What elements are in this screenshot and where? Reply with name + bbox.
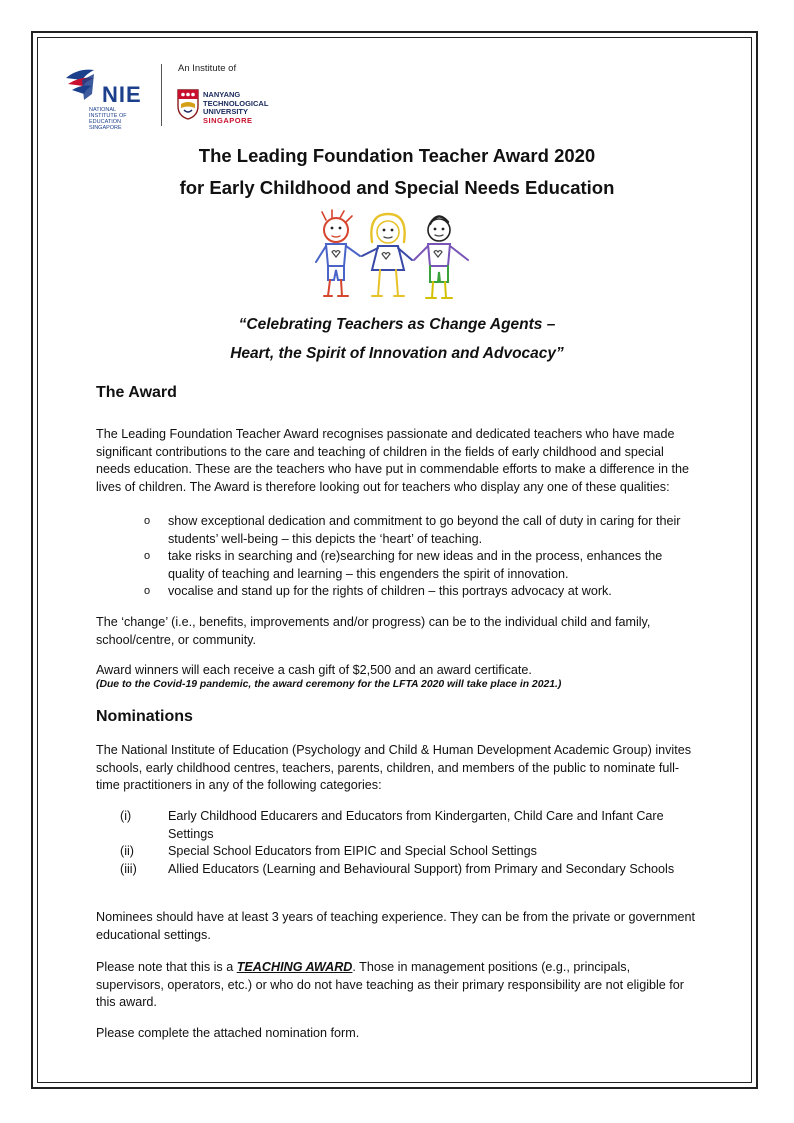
category-text: Allied Educators (Learning and Behavioural Support) from Primary and Secondary Schools <box>168 861 675 876</box>
category-number: (iii) <box>120 861 137 876</box>
nie-subtitle: NATIONAL INSTITUTE OF EDUCATION SINGAPORE <box>89 107 127 131</box>
category-text: Special School Educators from EIPIC and Special School Settings <box>168 844 537 859</box>
bullet-marker: o <box>144 515 151 527</box>
covid-note: (Due to the Covid-19 pandemic, the award ceremony for the LFTA 2020 will take place in 2021.) <box>96 679 562 690</box>
tagline-line-2: Heart, the Spirit of Innovation and Advocacy” <box>230 345 564 362</box>
change-paragraph: The ‘change’ (i.e., benefits, improvements and/or progress) can be to the individual child and family, school/centre, or community. <box>96 615 651 647</box>
teaching-award-emphasis: TEACHING AWARD <box>236 960 353 974</box>
categories-list <box>96 808 700 878</box>
teaching-award-paragraph: Please note that this is a TEACHING AWARD. Those in management positions (e.g., principals, supervisors, operators, etc.) or who do not have teaching as their primary responsibility are not eligible for this award. <box>96 960 684 1010</box>
list-item <box>96 861 700 879</box>
page-title-line-2: for Early Childhood and Special Needs Education <box>179 177 615 198</box>
tagline-line-1: “Celebrating Teachers as Change Agents – <box>238 316 556 333</box>
list-item <box>96 513 700 548</box>
category-number: (i) <box>120 809 132 823</box>
nominations-intro-paragraph: The National Institute of Education (Psychology and Child & Human Development Academic Group) invites schools, early childhood centres, teachers, parents, children, and members of the public to nominate full-time practitioners in any of the following categories: <box>96 743 692 793</box>
bullet-marker: o <box>144 585 151 598</box>
header-logos <box>64 62 294 132</box>
quality-text: show exceptional dedication and commitment to go beyond the call of duty in caring for their students’ well-being – this depicts the ‘heart’ of teaching. <box>168 514 681 546</box>
quality-text: vocalise and stand up for the rights of children – this portrays advocacy at work. <box>168 584 612 599</box>
list-item <box>96 583 700 601</box>
complete-form-paragraph: Please complete the attached nomination form. <box>96 1026 360 1040</box>
category-number: (ii) <box>120 844 134 859</box>
category-text: Early Childhood Educarers and Educators from Kindergarten, Child Care and Infant Care Settings <box>168 809 664 841</box>
list-item <box>96 548 700 583</box>
quality-text: take risks in searching and (re)searching for new ideas and in the process, enhances the quality of teaching and learning – this engenders the spirit of innovation. <box>168 549 663 581</box>
nie-logo-icon <box>64 64 104 104</box>
award-heading: The Award <box>96 384 177 401</box>
logo-divider <box>161 64 162 126</box>
qualities-list <box>96 513 700 601</box>
award-intro-paragraph: The Leading Foundation Teacher Award recognises passionate and dedicated teachers who have made significant contributions to the care and teaching of children in the fields of early childhood and special needs education. These are the teachers who have put in commendable efforts to make a difference in the lives of children. The Award is therefore looking out for teachers who display any one of these qualities: <box>96 427 689 494</box>
nie-wordmark: NIE <box>102 82 142 107</box>
bullet-marker: o <box>144 550 151 563</box>
children-drawing-illustration <box>308 208 488 306</box>
experience-paragraph: Nominees should have at least 3 years of teaching experience. They can be from the private or government educational settings. <box>96 910 696 942</box>
nominations-heading: Nominations <box>96 708 193 725</box>
list-item <box>96 843 700 861</box>
cash-gift-paragraph: Award winners will each receive a cash gift of $2,500 and an award certificate. <box>96 663 532 677</box>
institute-of-label: An Institute of <box>178 63 237 74</box>
ntu-crest-icon <box>177 88 199 120</box>
ntu-wordmark: NANYANG TECHNOLOGICAL UNIVERSITY SINGAPORE <box>203 90 269 125</box>
page-title-line-1: The Leading Foundation Teacher Award 2020 <box>198 145 596 166</box>
list-item <box>96 808 700 843</box>
